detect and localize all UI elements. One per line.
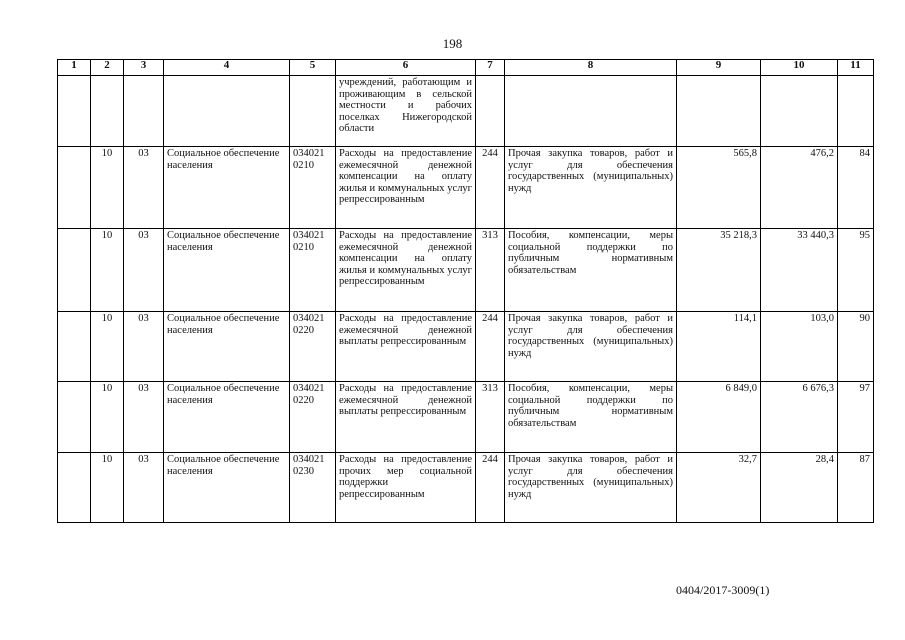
execution-percent: 90	[838, 312, 874, 382]
subsection-code: 03	[124, 147, 164, 229]
table-row	[58, 382, 874, 453]
header-row	[58, 60, 874, 76]
executed-amount: 6 676,3	[761, 382, 838, 453]
expense-description: Расходы на предоставление ежемесячной денежной компенсации на оплату жилья и коммунальных услуг репрессированным	[336, 229, 476, 312]
expense-type-code: 244	[476, 312, 505, 382]
planned-amount: 114,1	[677, 312, 761, 382]
section-code: 10	[91, 382, 124, 453]
continuation-description: учреждений, работающим и проживающим в сельской местности и рабочих поселках Нижегородской области	[336, 76, 476, 147]
col-header-10: 10	[761, 60, 838, 76]
table-row	[58, 147, 874, 229]
col-header-4: 4	[164, 60, 290, 76]
planned-amount: 32,7	[677, 453, 761, 523]
col-header-6: 6	[336, 60, 476, 76]
subsection-code: 03	[124, 453, 164, 523]
planned-amount: 6 849,0	[677, 382, 761, 453]
expense-type-name: Пособия, компенсации, меры социальной поддержки по публичным нормативным обязательствам	[505, 382, 677, 453]
col-header-5: 5	[290, 60, 336, 76]
execution-percent: 97	[838, 382, 874, 453]
execution-percent: 95	[838, 229, 874, 312]
target-article-code: 034021 0220	[290, 382, 336, 453]
continuation-row	[58, 76, 874, 147]
budget-table	[57, 59, 874, 523]
expense-type-code: 313	[476, 382, 505, 453]
col-header-7: 7	[476, 60, 505, 76]
section-name: Социальное обеспечение населения	[164, 453, 290, 523]
table-row	[58, 312, 874, 382]
section-name: Социальное обеспечение населения	[164, 312, 290, 382]
table-row	[58, 453, 874, 523]
executed-amount: 33 440,3	[761, 229, 838, 312]
execution-percent: 87	[838, 453, 874, 523]
section-name: Социальное обеспечение населения	[164, 229, 290, 312]
expense-description: Расходы на предоставление прочих мер социальной поддержки репрессированным	[336, 453, 476, 523]
planned-amount: 35 218,3	[677, 229, 761, 312]
expense-type-code: 244	[476, 453, 505, 523]
page-number: 198	[442, 36, 463, 51]
planned-amount: 565,8	[677, 147, 761, 229]
expense-type-name: Прочая закупка товаров, работ и услуг для обеспечения государственных (муниципальных) нужд	[505, 312, 677, 382]
subsection-code: 03	[124, 312, 164, 382]
col-header-9: 9	[677, 60, 761, 76]
col-header-1: 1	[58, 60, 91, 76]
section-code: 10	[91, 453, 124, 523]
expense-type-name: Прочая закупка товаров, работ и услуг для обеспечения государственных (муниципальных) нужд	[505, 147, 677, 229]
subsection-code: 03	[124, 229, 164, 312]
section-name: Социальное обеспечение населения	[164, 147, 290, 229]
target-article-code: 034021 0230	[290, 453, 336, 523]
expense-description: Расходы на предоставление ежемесячной денежной компенсации на оплату жилья и коммунальных услуг репрессированным	[336, 147, 476, 229]
expense-description: Расходы на предоставление ежемесячной денежной выплаты репрессированным	[336, 382, 476, 453]
table-row	[58, 229, 874, 312]
col-header-11: 11	[838, 60, 874, 76]
section-code: 10	[91, 229, 124, 312]
subsection-code: 03	[124, 382, 164, 453]
col-header-8: 8	[505, 60, 677, 76]
col-header-2: 2	[91, 60, 124, 76]
executed-amount: 28,4	[761, 453, 838, 523]
execution-percent: 84	[838, 147, 874, 229]
target-article-code: 034021 0220	[290, 312, 336, 382]
section-code: 10	[91, 312, 124, 382]
expense-type-name: Прочая закупка товаров, работ и услуг для обеспечения государственных (муниципальных) нужд	[505, 453, 677, 523]
executed-amount: 476,2	[761, 147, 838, 229]
target-article-code: 034021 0210	[290, 229, 336, 312]
executed-amount: 103,0	[761, 312, 838, 382]
expense-type-code: 244	[476, 147, 505, 229]
expense-type-code: 313	[476, 229, 505, 312]
document-code: 0404/2017-3009(1)	[676, 583, 770, 597]
expense-type-name: Пособия, компенсации, меры социальной поддержки по публичным нормативным обязательствам	[505, 229, 677, 312]
col-header-3: 3	[124, 60, 164, 76]
section-name: Социальное обеспечение населения	[164, 382, 290, 453]
expense-description: Расходы на предоставление ежемесячной денежной выплаты репрессированным	[336, 312, 476, 382]
target-article-code: 034021 0210	[290, 147, 336, 229]
section-code: 10	[91, 147, 124, 229]
